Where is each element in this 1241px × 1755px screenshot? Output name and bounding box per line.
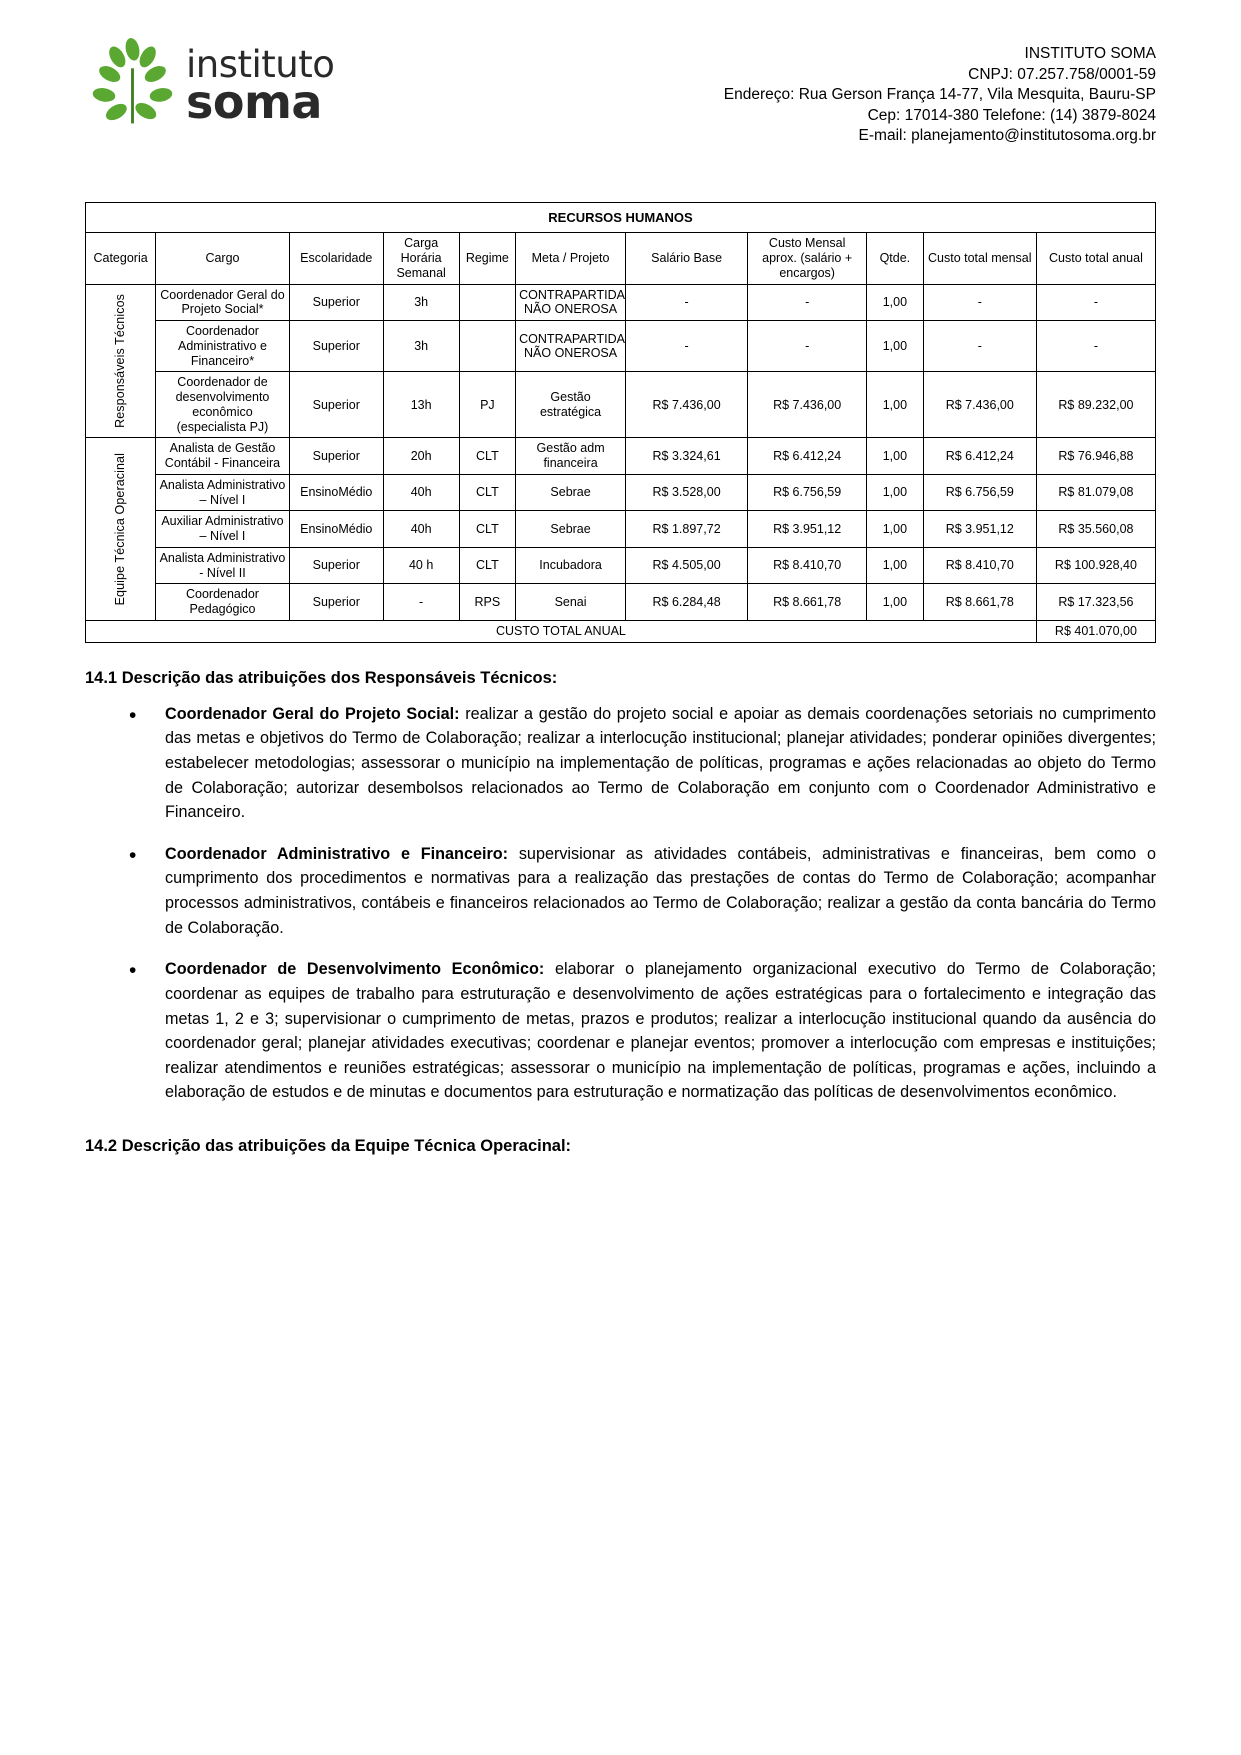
cell-carga: 13h <box>383 372 459 438</box>
cell-meta: Sebrae <box>516 511 626 548</box>
table-row <box>86 474 1156 511</box>
cell-qtde: 1,00 <box>867 284 924 321</box>
cell-custo-total-anual: R$ 17.323,56 <box>1036 584 1155 621</box>
cell-escolaridade: EnsinoMédio <box>289 474 383 511</box>
item-text: elaborar o planejamento organizacional executivo do Termo de Colaboração; coordenar as equipes de trabalho para estruturação e desenvolvimento de ações estratégicas para o fortalecimento e integração das metas 1, 2 e 3; supervisionar o cumprimento de metas, prazos e produtos; realizar a interlocução institucional quando da ausência do coordenador geral; planejar atividades executivas; coordenar e planejar eventos; promover a interlocução com empresas e instituições; realizar atendimentos e reuniões estratégicas; assessorar o município na implementação de políticas, programas e ações, incluindo a elaboração de estudos e de minutas e documentos para estruturação e normatização das políticas de desenvolvimentos econômico. <box>165 960 1156 1102</box>
cell-regime <box>459 284 516 321</box>
cell-custo-total-anual: - <box>1036 321 1155 372</box>
org-address: Endereço: Rua Gerson França 14-77, Vila Mesquita, Bauru-SP <box>723 86 1156 104</box>
cell-cargo: Coordenador de desenvolvimento econômico (especialista PJ) <box>156 372 290 438</box>
cell-salario: R$ 7.436,00 <box>625 372 747 438</box>
cell-escolaridade: EnsinoMédio <box>289 511 383 548</box>
section-title-14-2: 14.2 Descrição das atribuições da Equipe Técnica Operacinal: <box>85 1137 572 1155</box>
item-lead: Coordenador Administrativo e Financeiro: <box>165 844 509 863</box>
item-text: realizar a gestão do projeto social e apoiar as demais coordenações setoriais no cumprimento das metas e objetivos do Termo de Colaboração; realizar a interlocução institucional; planejar atividades; ponderar opiniões divergentes; estabelecer metodologias; assessorar o município na implementação de políticas, programas e ações relacionadas ao objeto do Termo de Colaboração; autorizar desembolsos relacionados ao Termo de Colaboração em conjunto com o Coordenador Administrativo e Financeiro. <box>165 704 1156 822</box>
cell-custo-total-anual: R$ 76.946,88 <box>1036 438 1155 475</box>
cell-qtde: 1,00 <box>867 372 924 438</box>
cell-regime <box>459 321 516 372</box>
list-item <box>119 702 1156 825</box>
cell-carga: 3h <box>383 284 459 321</box>
institute-logo <box>85 36 334 131</box>
cell-qtde: 1,00 <box>867 547 924 584</box>
table-row <box>86 284 1156 321</box>
cell-custo-total-mensal: R$ 3.951,12 <box>923 511 1036 548</box>
item-text: supervisionar as atividades contábeis, administrativas e financeiras, bem como o cumprimento dos procedimentos e normativas para a realização das prestações de contas do Termo de Colaboração; acompanhar processos administrativos, contábeis e financeiros relacionados ao Termo de Colaboração; realizar a gestão da conta bancária do Termo de Colaboração. <box>165 844 1156 937</box>
cell-custo-total-anual: R$ 81.079,08 <box>1036 474 1155 511</box>
cell-qtde: 1,00 <box>867 438 924 475</box>
cell-qtde: 1,00 <box>867 321 924 372</box>
item-lead: Coordenador de Desenvolvimento Econômico: <box>165 960 545 979</box>
cell-salario: R$ 4.505,00 <box>625 547 747 584</box>
logo-wordmark <box>186 42 335 129</box>
logo-line-1: instituto <box>186 42 335 86</box>
cell-custo-total-anual: - <box>1036 284 1155 321</box>
total-value: R$ 401.070,00 <box>1036 620 1155 642</box>
cell-custo-total-mensal: R$ 7.436,00 <box>923 372 1036 438</box>
table-row <box>86 372 1156 438</box>
document-header <box>85 30 1156 147</box>
cell-custo-mensal-aprox: R$ 8.410,70 <box>748 547 867 584</box>
cell-custo-total-mensal: R$ 6.412,24 <box>923 438 1036 475</box>
cell-cargo: Analista Administrativo - Nível II <box>156 547 290 584</box>
col-header-meta-projeto: Meta / Projeto <box>516 233 626 284</box>
col-header-qtde: Qtde. <box>867 233 924 284</box>
cell-custo-mensal-aprox: R$ 6.412,24 <box>748 438 867 475</box>
table-header-row <box>86 233 1156 284</box>
cell-custo-mensal-aprox: - <box>748 284 867 321</box>
cell-carga: 40h <box>383 511 459 548</box>
cell-escolaridade: Superior <box>289 547 383 584</box>
col-header-categoria: Categoria <box>86 233 156 284</box>
cell-meta: CONTRAPARTIDA NÃO ONEROSA <box>516 321 626 372</box>
cell-cargo: Coordenador Administrativo e Financeiro* <box>156 321 290 372</box>
cell-escolaridade: Superior <box>289 284 383 321</box>
cell-meta: Incubadora <box>516 547 626 584</box>
cell-escolaridade: Superior <box>289 438 383 475</box>
cell-escolaridade: Superior <box>289 584 383 621</box>
logo-line-2: soma <box>186 74 322 129</box>
cell-regime: RPS <box>459 584 516 621</box>
cell-meta: Senai <box>516 584 626 621</box>
cell-custo-mensal-aprox: R$ 3.951,12 <box>748 511 867 548</box>
cell-meta: CONTRAPARTIDA NÃO ONEROSA <box>516 284 626 321</box>
cell-custo-mensal-aprox: R$ 6.756,59 <box>748 474 867 511</box>
cell-escolaridade: Superior <box>289 321 383 372</box>
cell-meta: Sebrae <box>516 474 626 511</box>
cell-qtde: 1,00 <box>867 474 924 511</box>
cell-regime: CLT <box>459 547 516 584</box>
attributions-list <box>85 702 1156 1105</box>
cell-meta: Gestão estratégica <box>516 372 626 438</box>
cell-carga: 20h <box>383 438 459 475</box>
table-row <box>86 438 1156 475</box>
table-title: RECURSOS HUMANOS <box>86 203 1156 233</box>
group-label-equipe-tecnica-operacional <box>86 438 156 621</box>
cell-custo-total-mensal: - <box>923 321 1036 372</box>
cell-cargo: Analista de Gestão Contábil - Financeira <box>156 438 290 475</box>
cell-salario: - <box>625 321 747 372</box>
col-header-cargo: Cargo <box>156 233 290 284</box>
cell-custo-total-anual: R$ 89.232,00 <box>1036 372 1155 438</box>
total-label: CUSTO TOTAL ANUAL <box>86 620 1037 642</box>
cell-salario: R$ 3.324,61 <box>625 438 747 475</box>
col-header-custo-mensal-aprox: Custo Mensal aprox. (salário + encargos) <box>748 233 867 284</box>
cell-cargo: Coordenador Geral do Projeto Social* <box>156 284 290 321</box>
table-title-row <box>86 203 1156 233</box>
cell-custo-mensal-aprox: R$ 7.436,00 <box>748 372 867 438</box>
cell-regime: PJ <box>459 372 516 438</box>
cell-salario: R$ 6.284,48 <box>625 584 747 621</box>
cell-custo-total-anual: R$ 100.928,40 <box>1036 547 1155 584</box>
table-row <box>86 511 1156 548</box>
list-item <box>119 842 1156 941</box>
col-header-custo-total-mensal: Custo total mensal <box>923 233 1036 284</box>
cell-escolaridade: Superior <box>289 372 383 438</box>
org-cnpj: CNPJ: 07.257.758/0001-59 <box>968 65 1156 83</box>
cell-custo-mensal-aprox: R$ 8.661,78 <box>748 584 867 621</box>
cell-custo-total-mensal: R$ 6.756,59 <box>923 474 1036 511</box>
group-label-text: Responsáveis Técnicos <box>113 294 128 428</box>
cell-custo-total-mensal: - <box>923 284 1036 321</box>
cell-regime: CLT <box>459 438 516 475</box>
organization-info <box>724 36 1156 147</box>
list-item <box>119 957 1156 1105</box>
human-resources-table <box>85 202 1156 643</box>
cell-regime: CLT <box>459 474 516 511</box>
cell-custo-total-mensal: R$ 8.661,78 <box>923 584 1036 621</box>
col-header-regime: Regime <box>459 233 516 284</box>
table-footer-row <box>86 620 1156 642</box>
item-lead: Coordenador Geral do Projeto Social: <box>165 704 460 723</box>
cell-cargo: Coordenador Pedagógico <box>156 584 290 621</box>
cell-meta: Gestão adm financeira <box>516 438 626 475</box>
cell-salario: R$ 3.528,00 <box>625 474 747 511</box>
table-row <box>86 584 1156 621</box>
section-title-14-1: 14.1 Descrição das atribuições dos Responsáveis Técnicos: <box>85 668 558 687</box>
cell-qtde: 1,00 <box>867 511 924 548</box>
col-header-custo-total-anual: Custo total anual <box>1036 233 1155 284</box>
cell-cargo: Analista Administrativo – Nível I <box>156 474 290 511</box>
cell-custo-total-anual: R$ 35.560,08 <box>1036 511 1155 548</box>
cell-carga: 3h <box>383 321 459 372</box>
table-row <box>86 321 1156 372</box>
org-cep-phone: Cep: 17014-380 Telefone: (14) 3879-8024 <box>867 106 1156 124</box>
cell-cargo: Auxiliar Administrativo – Nível I <box>156 511 290 548</box>
col-header-escolaridade: Escolaridade <box>289 233 383 284</box>
cell-qtde: 1,00 <box>867 584 924 621</box>
table-row <box>86 547 1156 584</box>
cell-carga: 40h <box>383 474 459 511</box>
cell-carga: 40 h <box>383 547 459 584</box>
col-header-carga-horaria: Carga Horária Semanal <box>383 233 459 284</box>
cell-custo-mensal-aprox: - <box>748 321 867 372</box>
cell-salario: - <box>625 284 747 321</box>
group-label-responsaveis-tecnicos <box>86 284 156 438</box>
leaf-logo-icon <box>85 36 180 131</box>
org-email: E-mail: planejamento@institutosoma.org.br <box>858 127 1156 145</box>
group-label-text: Equipe Técnica Operacinal <box>113 452 128 606</box>
cell-salario: R$ 1.897,72 <box>625 511 747 548</box>
org-name: INSTITUTO SOMA <box>1024 45 1156 62</box>
col-header-salario-base: Salário Base <box>625 233 747 284</box>
cell-custo-total-mensal: R$ 8.410,70 <box>923 547 1036 584</box>
cell-carga: - <box>383 584 459 621</box>
cell-regime: CLT <box>459 511 516 548</box>
